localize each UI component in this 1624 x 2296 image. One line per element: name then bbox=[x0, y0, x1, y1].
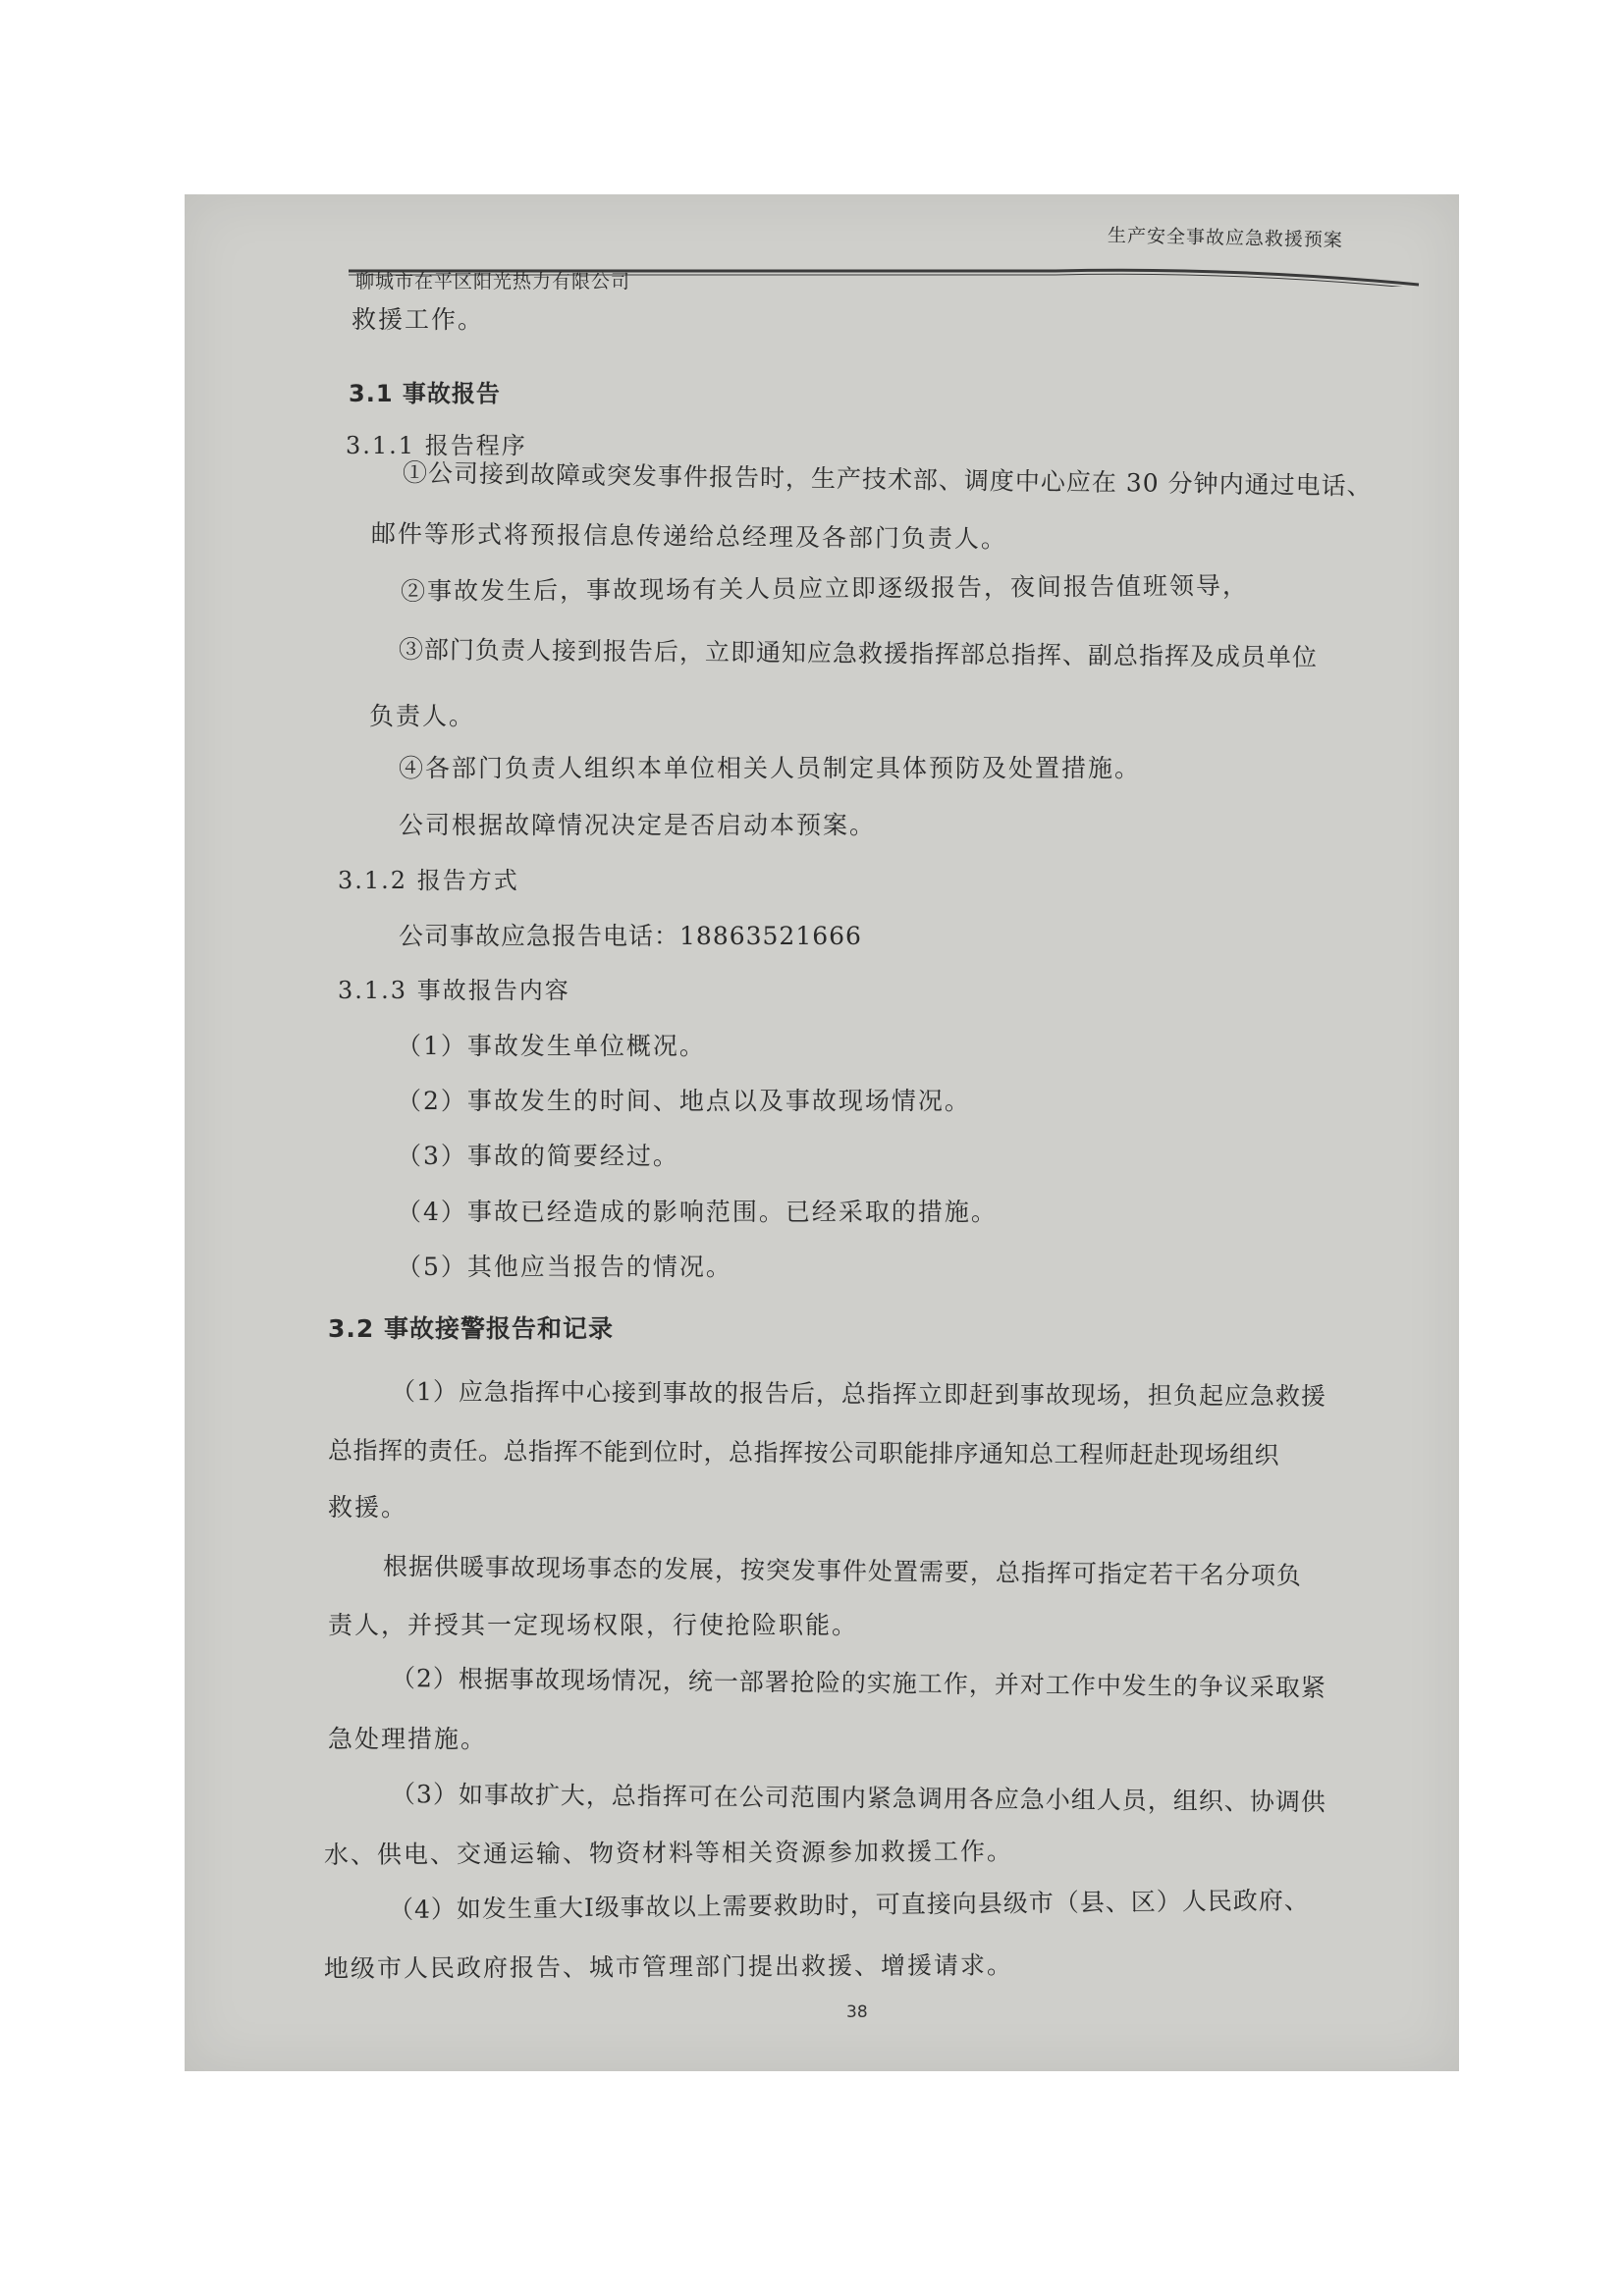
text-line: 公司根据故障情况决定是否启动本预案。 bbox=[399, 811, 877, 839]
text-line: 负责人。 bbox=[369, 702, 476, 730]
subsection-heading-3-1-3: 3.1.3 事故报告内容 bbox=[338, 977, 570, 1004]
header-document-title: 生产安全事故应急救援预案 bbox=[1107, 225, 1344, 252]
text-line: 邮件等形式将预报信息传递给总经理及各部门负责人。 bbox=[370, 519, 1008, 554]
section-heading-3-1: 3.1 事故报告 bbox=[349, 380, 501, 407]
list-item: （3）事故的简要经过。 bbox=[397, 1142, 679, 1170]
text-line: 地级市人民政府报告、城市管理部门提出救援、增援请求。 bbox=[323, 1950, 1014, 1983]
text-line: 救援工作。 bbox=[352, 305, 485, 334]
text-line: ④各部门负责人组织本单位相关人员制定具体预防及处置措施。 bbox=[399, 754, 1142, 782]
list-item: （4）事故已经造成的影响范围。已经采取的措施。 bbox=[397, 1198, 998, 1226]
text-line: 责人，并授其一定现场权限，行使抢险职能。 bbox=[328, 1611, 859, 1639]
subsection-heading-3-1-2: 3.1.2 报告方式 bbox=[338, 867, 519, 894]
text-line: （2）根据事故现场情况，统一部署抢险的实施工作，并对工作中发生的争议采取紧 bbox=[390, 1664, 1327, 1702]
text-line: ①公司接到故障或突发事件报告时，生产技术部、调度中心应在 30 分钟内通过电话、 bbox=[402, 458, 1373, 501]
text-line: 急处理措施。 bbox=[328, 1725, 488, 1753]
text-line: 根据供暖事故现场事态的发展，按突发事件处置需要，总指挥可指定若干名分项负 bbox=[382, 1552, 1303, 1590]
header-company-name: 聊城市在平区阳光热力有限公司 bbox=[355, 271, 631, 293]
list-item: （5）其他应当报告的情况。 bbox=[397, 1253, 732, 1281]
text-line: ③部门负责人接到报告后，立即通知应急救援指挥部总指挥、副总指挥及成员单位 bbox=[398, 635, 1319, 672]
text-line: 总指挥的责任。总指挥不能到位时，总指挥按公司职能排序通知总工程师赶赴现场组织 bbox=[327, 1436, 1280, 1470]
text-line: 救援。 bbox=[328, 1493, 408, 1522]
list-item: （1）事故发生单位概况。 bbox=[397, 1032, 706, 1060]
page-number: 38 bbox=[846, 2002, 868, 2022]
list-item: （2）事故发生的时间、地点以及事故现场情况。 bbox=[397, 1087, 971, 1115]
text-line: （4）如发生重大Ⅰ级事故以上需要救助时，可直接向县级市（县、区）人民政府、 bbox=[388, 1886, 1310, 1924]
text-line: （3）如事故扩大，总指挥可在公司范围内紧急调用各应急小组人员，组织、协调供 bbox=[390, 1780, 1326, 1817]
emergency-phone-line: 公司事故应急报告电话：18863521666 bbox=[399, 922, 862, 950]
section-heading-3-2: 3.2 事故接警报告和记录 bbox=[328, 1314, 614, 1343]
subsection-heading-3-1-1: 3.1.1 报告程序 bbox=[346, 432, 527, 459]
text-line: 水、供电、交通运输、物资材料等相关资源参加救援工作。 bbox=[323, 1837, 1014, 1869]
text-line: （1）应急指挥中心接到事故的报告后，总指挥立即赶到事故现场，担负起应急救援 bbox=[390, 1377, 1326, 1411]
text-line: ②事故发生后，事故现场有关人员应立即逐级报告，夜间报告值班领导， bbox=[400, 570, 1250, 606]
